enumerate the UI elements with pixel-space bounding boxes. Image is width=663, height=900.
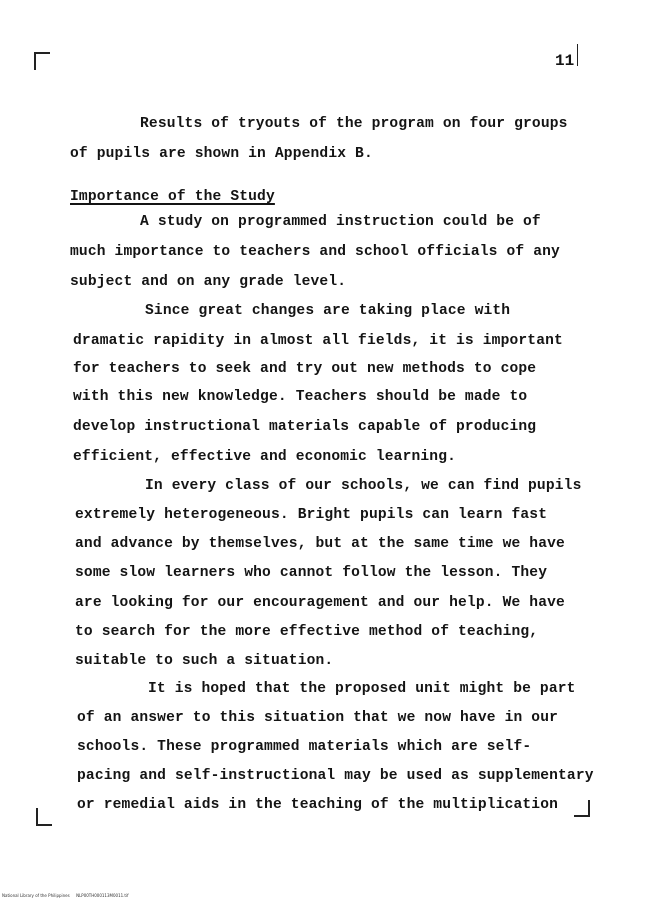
paragraph-1-line-1: A study on programmed instruction could be of [140, 214, 541, 230]
crop-mark-bottom-right [574, 800, 590, 817]
paragraph-4-line-5: or remedial aids in the teaching of the multiplication [77, 797, 559, 813]
crop-mark-bottom-left [36, 808, 52, 826]
paragraph-1-line-3: subject and on any grade level. [70, 274, 347, 290]
paragraph-4-line-3: schools. These programmed materials which are self- [77, 739, 532, 755]
paragraph-2-line-2: dramatic rapidity in almost all fields, it is important [73, 333, 563, 349]
paragraph-3-line-5: are looking for our encouragement and our help. We have [75, 595, 565, 611]
paragraph-2-line-6: efficient, effective and economic learning. [73, 449, 457, 465]
paragraph-3-line-4: some slow learners who cannot follow the lesson. They [75, 565, 548, 581]
crop-mark-top-left [34, 52, 50, 70]
paragraph-3-line-3: and advance by themselves, but at the same time we have [75, 536, 565, 552]
paragraph-4-line-1: It is hoped that the proposed unit might be part [148, 681, 576, 697]
paragraph-3-line-7: suitable to such a situation. [75, 653, 334, 669]
intro-line-1: Results of tryouts of the program on four groups [140, 116, 568, 132]
footer-source: National Library of the Philippines [2, 893, 70, 898]
paragraph-3-line-1: In every class of our schools, we can find pupils [145, 478, 582, 494]
paragraph-2-line-3: for teachers to seek and try out new methods to cope [73, 361, 537, 377]
paragraph-2-line-1: Since great changes are taking place with [145, 303, 511, 319]
intro-line-2: of pupils are shown in Appendix B. [70, 146, 373, 162]
paragraph-3-line-2: extremely heterogeneous. Bright pupils can learn fast [75, 507, 548, 523]
paragraph-2-line-5: develop instructional materials capable of producing [73, 419, 537, 435]
section-heading: Importance of the Study [70, 189, 275, 205]
paragraph-3-line-6: to search for the more effective method of teaching, [75, 624, 539, 640]
paragraph-2-line-4: with this new knowledge. Teachers should be made to [73, 389, 528, 405]
paragraph-4-line-2: of an answer to this situation that we now have in our [77, 710, 559, 726]
scan-footer [2, 893, 129, 898]
paragraph-4-line-4: pacing and self-instructional may be used as supplementary [77, 768, 594, 784]
paragraph-1-line-2: much importance to teachers and school officials of any [70, 244, 560, 260]
footer-id: NLP00TH000113M0011.tif [76, 893, 129, 898]
page-number: 11 [555, 52, 575, 70]
